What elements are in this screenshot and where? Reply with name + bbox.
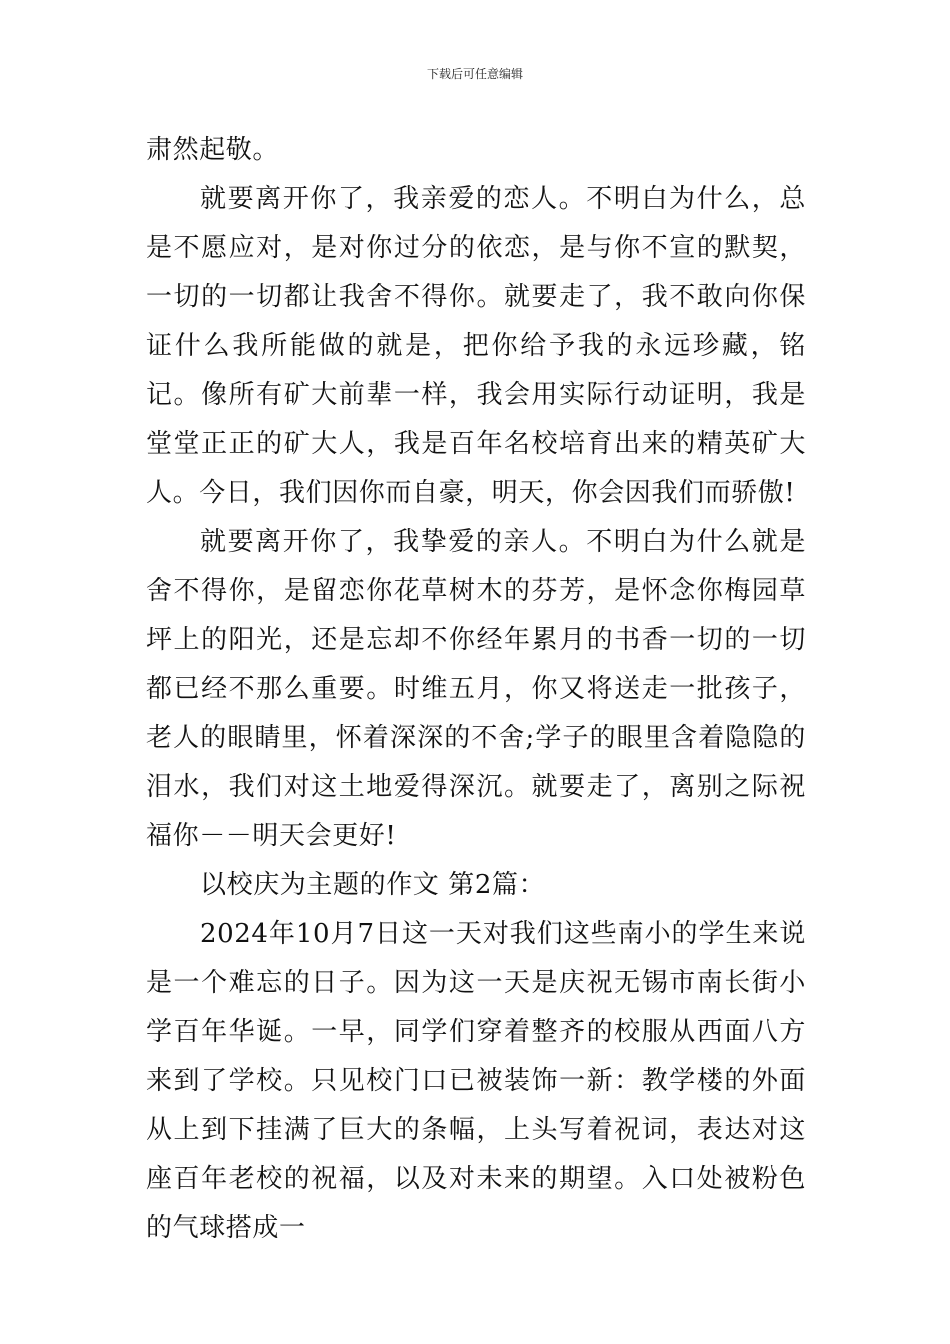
paragraph-anniversary: 2024年10月7日这一天对我们这些南小的学生来说是一个难忘的日子。因为这一天是庆祝无锡市南长街小学百年华诞。一早，同学们穿着整齐的校服从西面八方来到了学校。只见校门口已被装饰一新：教学楼的外面从上到下挂满了巨大的条幅，上头写着祝词，表达对这座百年老校的祝福，以及对未来的期望。入口处被粉色的气球搭成一 — [146, 919, 806, 1243]
document-body — [146, 126, 806, 1253]
page-header-note: 下载后可任意编辑 — [426, 67, 523, 81]
paragraph-continuation: 肃然起敬。 — [146, 135, 280, 165]
paragraph-family: 就要离开你了，我挚爱的亲人。不明白为什么就是舍不得你，是留恋你花草树木的芬芳，是怀念你梅园草坪上的阳光，还是忘却不你经年累月的书香一切的一切都已经不那么重要。时维五月，你又将送走一批孩子，老人的眼睛里，怀着深深的不舍;学子的眼里含着隐隐的泪水，我们对这土地爱得深沉。就要走了，离别之际祝福你－－明天会更好! — [146, 527, 806, 851]
section-heading: 以校庆为主题的作文 第2篇： — [200, 870, 546, 900]
paragraph-lover: 就要离开你了，我亲爱的恋人。不明白为什么，总是不愿应对，是对你过分的依恋，是与你不宣的默契，一切的一切都让我舍不得你。就要走了，我不敢向你保证什么我所能做的就是，把你给予我的永远珍藏，铭记。像所有矿大前辈一样，我会用实际行动证明，我是堂堂正正的矿大人，我是百年名校培育出来的精英矿大人。今日，我们因你而自豪，明天，你会因我们而骄傲! — [146, 184, 806, 508]
